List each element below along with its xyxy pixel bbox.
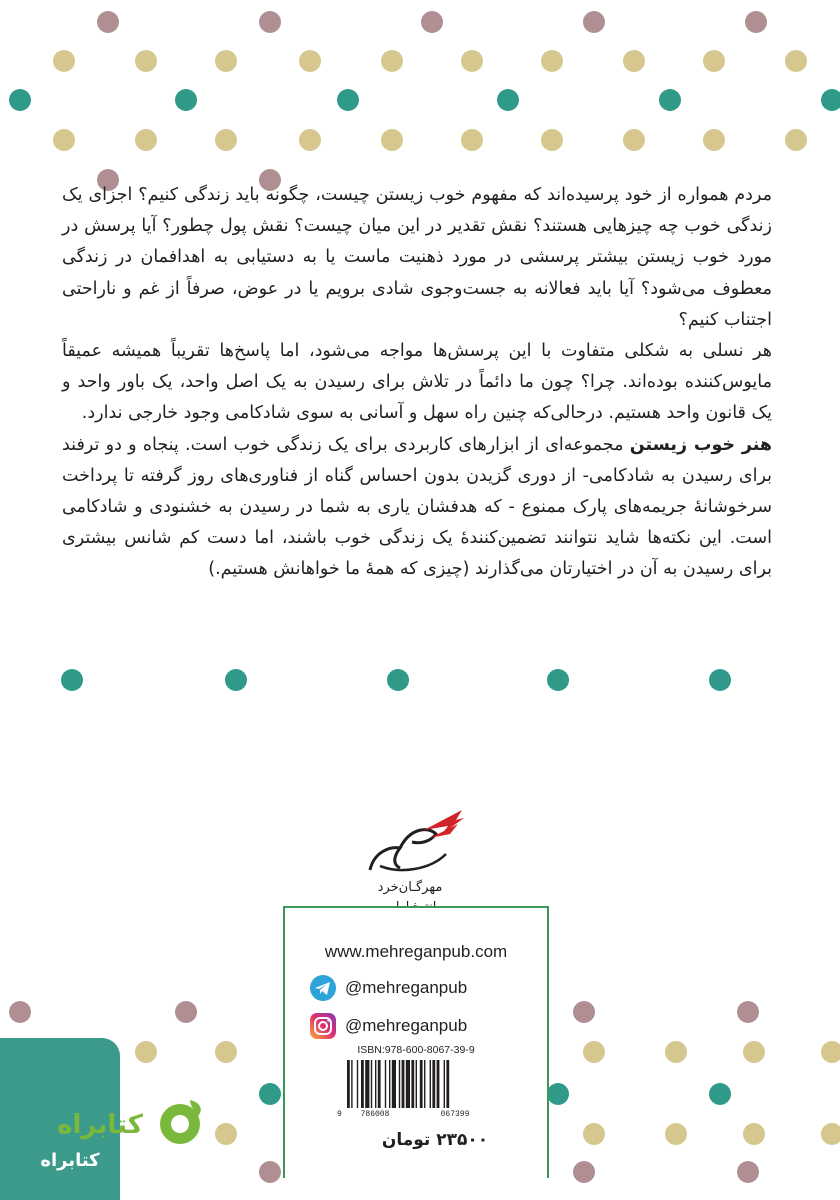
decorative-dot	[785, 50, 807, 72]
barcode-digits-right: 067399	[440, 1110, 470, 1119]
decorative-dot	[135, 50, 157, 72]
barcode-bar	[375, 1060, 376, 1108]
barcode-bar	[385, 1060, 386, 1108]
barcode-bar	[361, 1060, 364, 1108]
decorative-dot	[703, 129, 725, 151]
decorative-dot	[215, 50, 237, 72]
decorative-dot	[175, 1001, 197, 1023]
decorative-dot	[659, 89, 681, 111]
barcode-bar	[371, 1060, 372, 1108]
barcode	[345, 1060, 485, 1110]
barcode-bar	[365, 1060, 369, 1108]
decorative-dot	[9, 89, 31, 111]
decorative-dot	[299, 129, 321, 151]
barcode-bar	[411, 1060, 414, 1108]
decorative-dot	[299, 50, 321, 72]
decorative-dot	[541, 129, 563, 151]
barcode-bar	[424, 1060, 425, 1108]
decorative-dot	[259, 1083, 281, 1105]
publisher-logo	[350, 808, 470, 912]
decorative-dot	[573, 1161, 595, 1183]
barcode-bar	[389, 1060, 390, 1108]
decorative-dot	[541, 50, 563, 72]
barcode-bar	[437, 1060, 440, 1108]
barcode-lead-digit: 9	[337, 1110, 342, 1119]
blurb-paragraph-3-text: مجموعه‌ای از ابزارهای کاربردی برای یک زندگی خوب است. پنجاه و دو ترفند برای رسیدن به شادکامی- از دوری گزیدن بدون احساس گناه از فناوری‌های روز گرفته تا پرداخت سرخوشانهٔ جریمه‌های پارک ممنوع - که هدفشان یاری به شما در رسیدن به خشنودی و شادکامی است. این نکته‌ها شاید نتوانند تضمین‌کنندهٔ یک زندگی خوب باشند، اما دست کم شانس بیشتری برای رسیدن به آن در اختیارتان می‌گذارند (چیزی که همهٔ ما خواهانش هستیم.)	[62, 434, 772, 580]
decorative-dot	[259, 1161, 281, 1183]
telegram-row[interactable]	[309, 974, 467, 1002]
isbn-number: ISBN:978-600-8067-39-9	[357, 1044, 475, 1056]
barcode-bar	[351, 1060, 352, 1108]
publisher-name: مهرگـان‌خرد	[377, 880, 443, 895]
decorative-dot	[381, 50, 403, 72]
barcode-bar	[402, 1060, 405, 1108]
barcode-bar	[347, 1060, 350, 1108]
decorative-dot	[381, 129, 403, 151]
decorative-dot	[387, 669, 409, 691]
barcode-bar	[430, 1060, 431, 1108]
decorative-dot	[821, 89, 840, 111]
watermark-text-bottom: کتابراه	[40, 1150, 100, 1171]
barcode-bar	[446, 1060, 449, 1108]
decorative-dot	[61, 669, 83, 691]
decorative-dot	[53, 129, 75, 151]
decorative-dot	[497, 89, 519, 111]
blurb-paragraph-3	[62, 430, 772, 586]
decorative-dot	[583, 11, 605, 33]
back-cover-blurb	[62, 180, 772, 586]
decorative-dot	[135, 129, 157, 151]
watermark-text-top: کتابراه	[57, 1110, 143, 1140]
decorative-dot	[215, 1041, 237, 1063]
decorative-dot	[623, 50, 645, 72]
decorative-dot	[703, 50, 725, 72]
publisher-info-box	[283, 906, 549, 1178]
decorative-dot	[215, 1123, 237, 1145]
barcode-bar	[444, 1060, 445, 1108]
barcode-bar	[432, 1060, 435, 1108]
decorative-dot	[737, 1001, 759, 1023]
decorative-dot	[743, 1123, 765, 1145]
barcode-bar	[392, 1060, 396, 1108]
decorative-dot	[259, 11, 281, 33]
instagram-icon	[309, 1012, 337, 1040]
decorative-dot	[745, 11, 767, 33]
telegram-icon	[309, 974, 337, 1002]
decorative-dot	[737, 1161, 759, 1183]
barcode-bar	[399, 1060, 400, 1108]
decorative-dot	[665, 1123, 687, 1145]
barcode-digits-left: 786008	[360, 1110, 390, 1119]
barcode-bar	[420, 1060, 423, 1108]
decorative-dot	[225, 669, 247, 691]
decorative-dot	[785, 129, 807, 151]
barcode-bar	[406, 1060, 410, 1108]
price-label: ۲۳۵۰۰ تومان	[381, 1130, 489, 1150]
decorative-dot	[53, 50, 75, 72]
decorative-dot	[97, 11, 119, 33]
decorative-dot	[821, 1041, 840, 1063]
instagram-handle: @mehreganpub	[345, 1016, 468, 1035]
barcode-bar	[357, 1060, 358, 1108]
decorative-dot	[547, 1083, 569, 1105]
decorative-dot	[547, 669, 569, 691]
telegram-handle: @mehreganpub	[345, 978, 468, 997]
decorative-dot	[573, 1001, 595, 1023]
blurb-paragraph-2: هر نسلی به شکلی متفاوت با این پرسش‌ها مواجه می‌شود، اما پاسخ‌ها تقریباً همیشه عمیقاً مایوس‌کننده بوده‌اند. چرا؟ چون ما دائماً در تلاش برای رسیدن به یک اصل واحد، یک باور واحد و یک قانون واحد هستیم. درحالی‌که چنین راه سهل و آسانی به سوی شادکامی وجود خارجی ندارد.	[62, 341, 772, 424]
book-title-inline: هنر خوب زیستن	[629, 434, 772, 455]
instagram-row[interactable]	[309, 1012, 467, 1040]
decorative-dot	[665, 1041, 687, 1063]
publisher-logo-mark	[350, 808, 470, 880]
decorative-dot	[337, 89, 359, 111]
decorative-dot	[583, 1041, 605, 1063]
barcode-bar	[416, 1060, 417, 1108]
decorative-dot	[709, 1083, 731, 1105]
decorative-dot	[421, 11, 443, 33]
decorative-dot	[175, 89, 197, 111]
website-link[interactable]: www.mehreganpub.com	[324, 942, 508, 961]
decorative-dot	[709, 669, 731, 691]
decorative-dot	[743, 1041, 765, 1063]
decorative-dot	[461, 50, 483, 72]
blurb-paragraph-1: مردم همواره از خود پرسیده‌اند که مفهوم خوب زیستن چیست، چگونه باید زندگی کنیم؟ اجزای یک زندگی خوب چه چیزهایی هستند؟ نقش تقدیر در این میان چیست؟ نقش پول چطور؟ آیا پرسش در مورد خوب زیستن بیشتر پرسشی در مورد ذهنیت ماست یا به دستیابی به اهدافمان در زندگی معطوف می‌شود؟ آیا باید فعالانه به جست‌وجوی شادی برویم یا در عوض، صرفاً از غم و ناراحتی اجتناب کنیم؟	[62, 185, 772, 330]
decorative-dot	[461, 129, 483, 151]
decorative-dot	[9, 1001, 31, 1023]
decorative-dot	[821, 1123, 840, 1145]
decorative-dot	[215, 129, 237, 151]
barcode-bar	[378, 1060, 381, 1108]
decorative-dot	[623, 129, 645, 151]
decorative-dot	[583, 1123, 605, 1145]
decorative-dot	[135, 1041, 157, 1063]
